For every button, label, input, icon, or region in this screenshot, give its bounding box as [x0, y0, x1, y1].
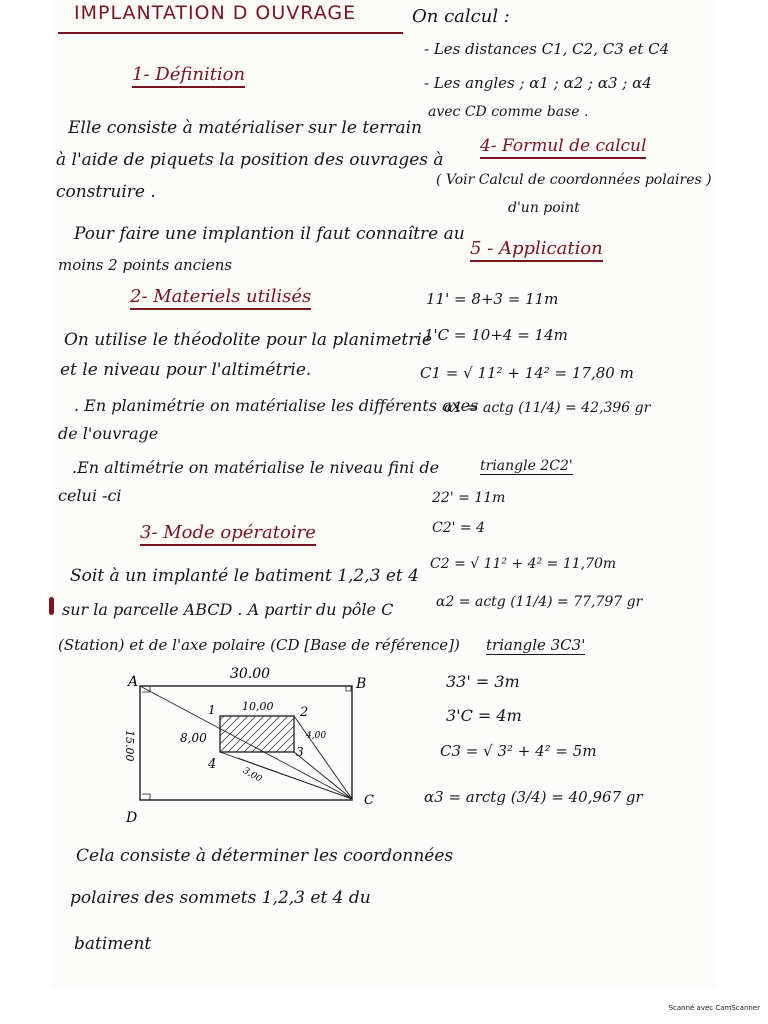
building-hatch: [220, 716, 294, 752]
sec1-line-4: Pour faire une implantion il faut connaître au: [74, 224, 465, 244]
height-label: 15.00: [123, 730, 136, 762]
calc-line-3: avec CD comme base .: [428, 104, 589, 120]
section1-title: 1- Définition: [132, 64, 245, 85]
tri3-line-1: 33' = 3m: [446, 672, 520, 691]
site-plan-diagram: [118, 662, 378, 822]
distance-label: 4,00: [306, 731, 327, 741]
margin-mark: [49, 597, 54, 615]
scanner-watermark: Scanné avec CamScanner: [668, 1004, 760, 1012]
calc-line-1: - Les distances C1, C2, C3 et C4: [424, 40, 670, 58]
section4-title: 4- Formul de calcul: [480, 136, 646, 156]
corner-b: B: [356, 676, 367, 692]
sec2-line-2: et le niveau pour l'altimétrie.: [60, 360, 312, 380]
ray-c-3: [294, 752, 352, 799]
corner-c: C: [364, 793, 374, 808]
triangle2-title: triangle 2C2': [480, 458, 573, 474]
sec2-line-1: On utilise le théodolite pour la planimetrie: [64, 330, 432, 350]
page-title: IMPLANTATION D OUVRAGE: [74, 2, 357, 24]
sec2-line-6: celui -ci: [58, 486, 122, 505]
tri3-line-3: C3 = √ 3² + 4² = 5m: [440, 742, 597, 760]
sec3-line-3: (Station) et de l'axe polaire (CD [Base de référence]): [58, 636, 460, 654]
corner-marker-b: [346, 686, 351, 691]
inner-width-label: 10,00: [242, 700, 274, 713]
page-margin: [0, 0, 50, 990]
conclusion-line-2: polaires des sommets 1,2,3 et 4 du: [70, 888, 371, 908]
tri3-line-4: α3 = arctg (3/4) = 40,967 gr: [424, 788, 643, 806]
sec2-line-4: de l'ouvrage: [58, 424, 159, 443]
section5-title: 5 - Application: [470, 238, 603, 259]
corner-marker-d: [142, 794, 150, 800]
tri2-line-3: C2 = √ 11² + 4² = 11,70m: [430, 556, 617, 572]
section3-title: 3- Mode opératoire: [140, 522, 316, 543]
inner-height-label: 8,00: [180, 731, 207, 745]
sec3-line-1: Soit à un implanté le batiment 1,2,3 et 4: [70, 566, 419, 586]
triangle3-title: triangle 3C3': [486, 636, 586, 654]
title-underline: [58, 32, 403, 34]
point-2: 2: [300, 705, 309, 720]
tri3-line-2: 3'C = 4m: [446, 706, 522, 725]
sec1-line-2: à l'aide de piquets la position des ouvrages à: [56, 150, 444, 170]
distance-label-2: 3,00: [241, 765, 264, 785]
sec1-line-3: construire .: [56, 182, 156, 202]
tri2-line-1: 22' = 11m: [432, 490, 506, 506]
conclusion-line-1: Cela consiste à déterminer les coordonnées: [76, 846, 454, 866]
app-line-2: 1'C = 10+4 = 14m: [424, 326, 568, 344]
point-4: 4: [208, 757, 217, 772]
width-label: 30.00: [230, 666, 271, 682]
sec4-line-1: ( Voir Calcul de coordonnées polaires ): [436, 172, 712, 188]
sec2-line-3: . En planimétrie on matérialise les différents axes: [74, 396, 479, 415]
tri2-line-2: C2' = 4: [432, 520, 486, 536]
corner-d: D: [126, 810, 138, 822]
sec1-line-5: moins 2 points anciens: [58, 256, 233, 274]
app-line-4: α1 = actg (11/4) = 42,396 gr: [444, 400, 651, 416]
calc-line-2: - Les angles ; α1 ; α2 ; α3 ; α4: [424, 74, 652, 92]
sec4-line-2: d'un point: [508, 200, 580, 216]
point-1: 1: [208, 703, 216, 717]
app-line-1: 11' = 8+3 = 11m: [426, 290, 559, 308]
sec2-line-5: .En altimétrie on matérialise le niveau fini de: [72, 458, 440, 477]
sec3-line-2: sur la parcelle ABCD . A partir du pôle C: [62, 600, 394, 619]
sec1-line-1: Elle consiste à matérialiser sur le terrain: [68, 118, 422, 138]
corner-a: A: [128, 674, 139, 690]
conclusion-line-3: batiment: [74, 934, 152, 954]
section2-title: 2- Materiels utilisés: [130, 286, 311, 307]
app-line-3: C1 = √ 11² + 14² = 17,80 m: [420, 364, 634, 382]
tri2-line-4: α2 = actg (11/4) = 77,797 gr: [436, 594, 643, 610]
point-3: 3: [296, 745, 304, 759]
calc-title: On calcul :: [412, 6, 510, 27]
